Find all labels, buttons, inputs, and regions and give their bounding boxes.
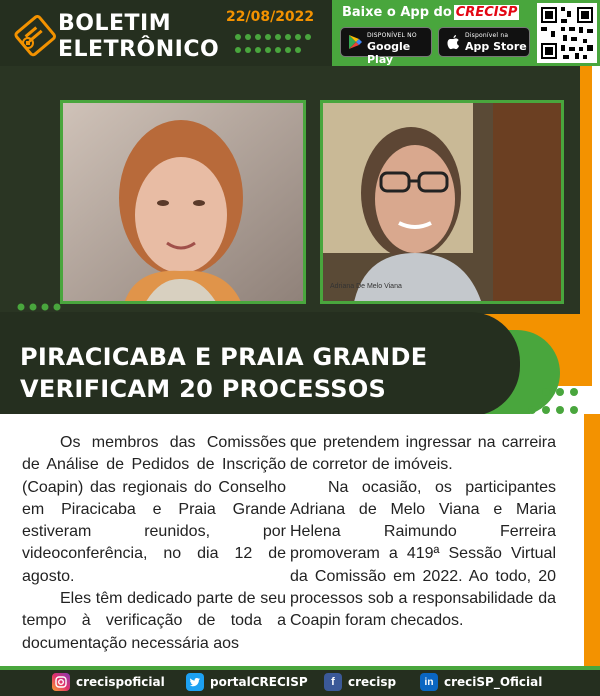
photo-caption: Adriana De Melo Viana: [330, 283, 402, 290]
social-link-instagram[interactable]: [52, 672, 165, 692]
linkedin-handle: creciSP_Oficial: [444, 675, 543, 689]
brand-title-line2: ELETRÔNICO: [58, 37, 220, 62]
facebook-icon: f: [324, 673, 342, 691]
apple-icon: [445, 34, 461, 50]
linkedin-icon: in: [420, 673, 438, 691]
google-play-icon: [347, 34, 363, 50]
article-paragraph: que pretendem ingressar na carreira de corretor de imóveis.: [290, 434, 556, 474]
app-brand-logo: CRECISP: [455, 5, 518, 20]
app-download-prompt: [342, 5, 519, 20]
instagram-icon: [52, 673, 70, 691]
app-prompt-text: Baixe o App do: [342, 5, 452, 20]
participant-photo-right: [320, 100, 564, 304]
headline-line1: PIRACICABA E PRAIA GRANDE: [20, 343, 428, 371]
article-paragraph: Os membros das Comissões de Análise de Pedidos de Inscrição (Coapin) das regionais do Conselho em Piracicaba e Praia Grande estiveram reunidos, por videoconferência, no dia 12 de agosto.: [22, 434, 286, 585]
article-paragraph: Eles têm dedicado parte de seu tempo à verificação de toda a documentação necessária aos: [22, 590, 286, 652]
brand-title-line1: BOLETIM: [58, 11, 172, 36]
headline-line2: VERIFICAM 20 PROCESSOS: [20, 375, 387, 403]
google-play-button[interactable]: [340, 27, 432, 66]
twitter-icon: [186, 673, 204, 691]
app-store-button[interactable]: [438, 27, 530, 57]
instagram-handle: crecispoficial: [76, 675, 165, 689]
article-column-right: [290, 432, 556, 633]
app-store-small-text: Disponível na: [465, 32, 509, 39]
newspaper-icon: [14, 13, 58, 57]
app-store-label: App Store: [465, 40, 527, 53]
social-link-facebook[interactable]: [324, 672, 396, 692]
orange-side-bar: [584, 414, 600, 672]
google-play-small-text: DISPONÍVEL NO: [367, 32, 417, 39]
footer-accent: [0, 666, 600, 670]
qr-code-icon[interactable]: [537, 3, 597, 63]
decorative-dots: [232, 32, 322, 58]
participant-photo-left: [60, 100, 306, 304]
article-paragraph: Na ocasião, os participantes Adriana de Melo Viana e Maria Helena Raimundo Ferreira promoveram a 419ª Sessão Virtual da Comissão em 2022. Ao todo, 20 processos sob a responsabilidade da Coapin foram checados.: [290, 478, 556, 630]
social-link-linkedin[interactable]: [420, 672, 542, 692]
twitter-handle: portalCRECISP: [210, 675, 308, 689]
issue-date: 22/08/2022: [226, 9, 315, 25]
google-play-label: Google Play: [367, 40, 411, 66]
facebook-handle: crecisp: [348, 675, 397, 689]
social-link-twitter[interactable]: [186, 672, 308, 692]
article-column-left: [22, 432, 286, 655]
